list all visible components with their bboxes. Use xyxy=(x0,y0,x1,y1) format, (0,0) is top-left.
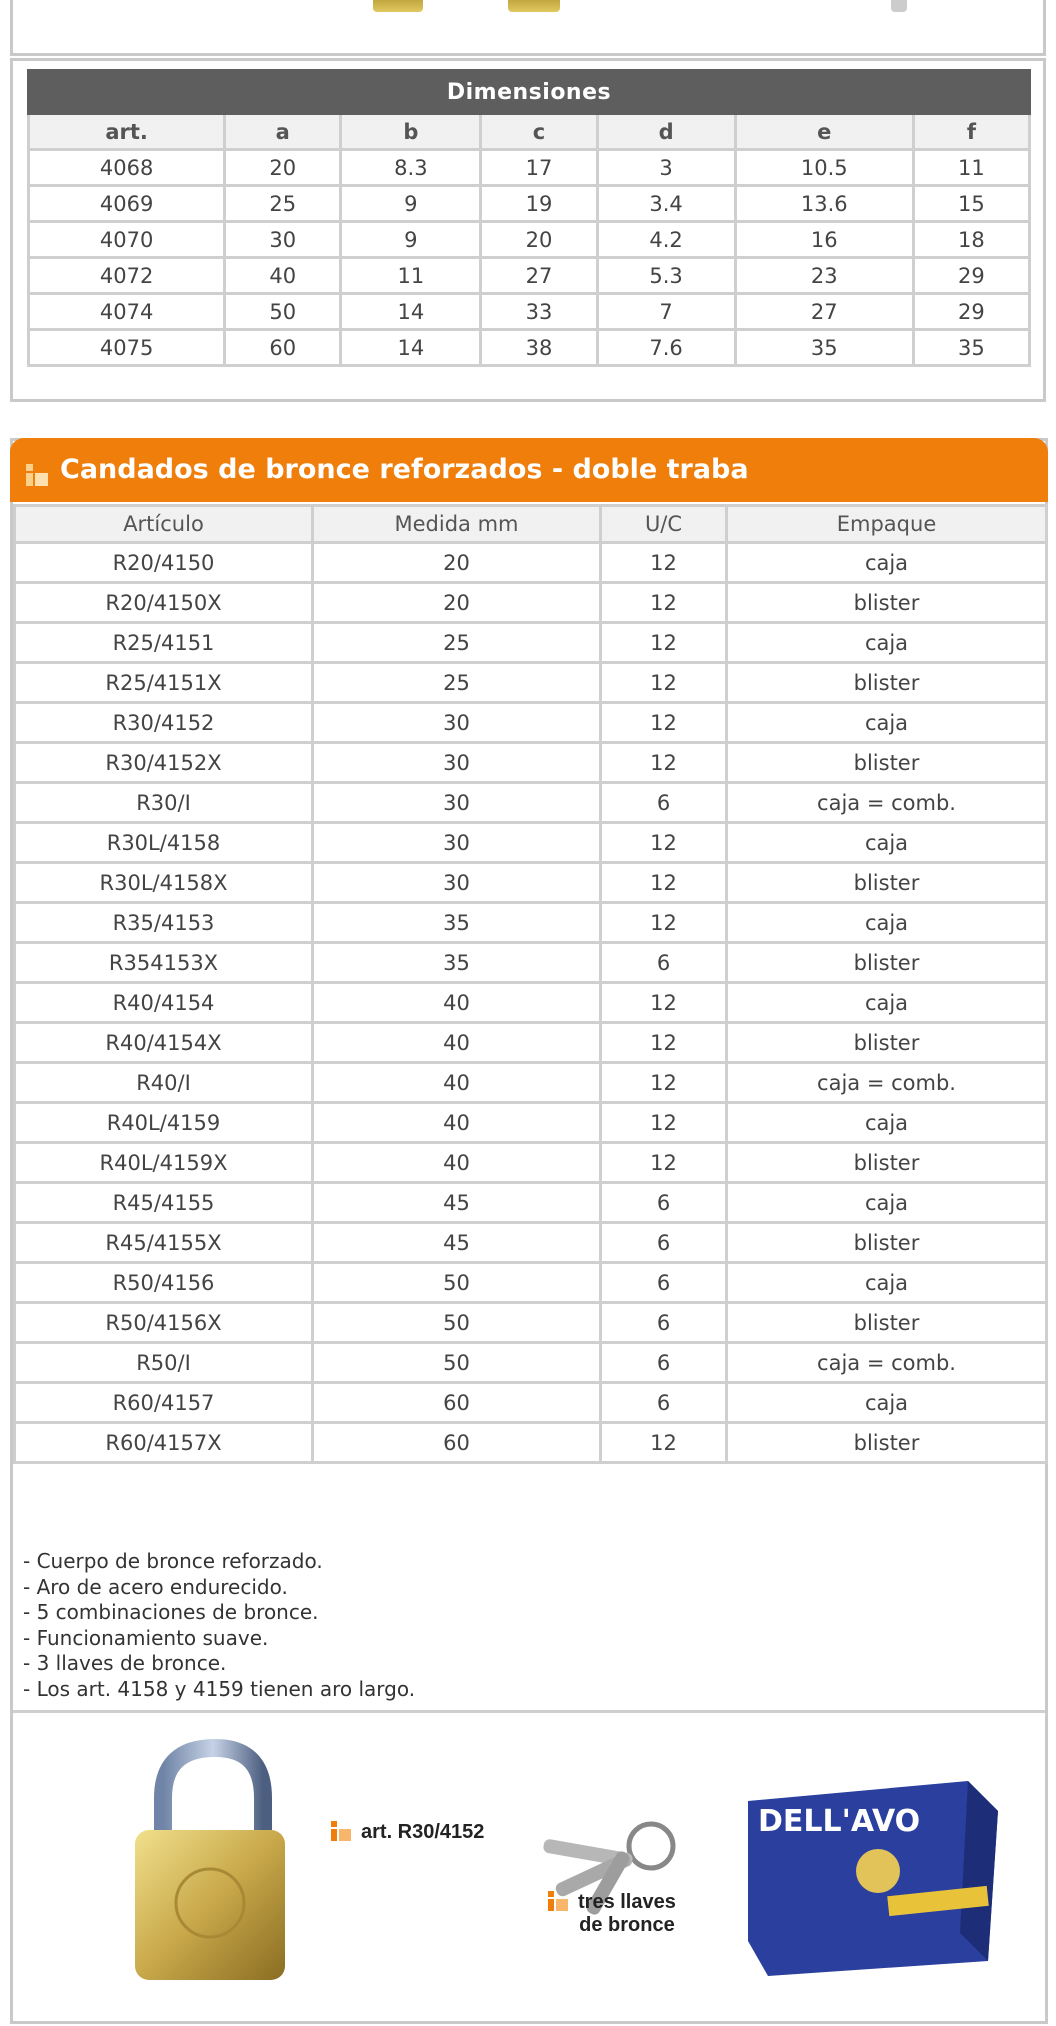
table-row xyxy=(15,1223,1047,1263)
table-cell: 60 xyxy=(313,1383,601,1423)
table-cell: R40L/4159X xyxy=(15,1143,313,1183)
padlock-image xyxy=(123,1738,293,1988)
table-cell: 9 xyxy=(341,222,481,258)
table-cell: 40 xyxy=(225,258,341,294)
table-cell: R20/4150 xyxy=(15,543,313,583)
table-cell: 29 xyxy=(913,258,1029,294)
table-cell: R30L/4158 xyxy=(15,823,313,863)
dimensions-caption: Dimensiones xyxy=(29,71,1030,114)
table-cell: R25/4151 xyxy=(15,623,313,663)
table-cell: R40L/4159 xyxy=(15,1103,313,1143)
table-cell: 3 xyxy=(597,150,735,186)
table-cell: 7 xyxy=(597,294,735,330)
table-cell: caja xyxy=(727,1183,1047,1223)
table-cell: caja xyxy=(727,623,1047,663)
table-cell: 11 xyxy=(913,150,1029,186)
table-cell: 40 xyxy=(313,1023,601,1063)
candados-col-header: Artículo xyxy=(15,506,313,543)
table-cell: caja xyxy=(727,543,1047,583)
table-cell: blister xyxy=(727,1423,1047,1463)
table-row xyxy=(15,1143,1047,1183)
table-cell: blister xyxy=(727,863,1047,903)
table-cell: R60/4157X xyxy=(15,1423,313,1463)
table-cell: 4.2 xyxy=(597,222,735,258)
table-cell: 20 xyxy=(481,222,597,258)
table-cell: 35 xyxy=(313,903,601,943)
dimensions-col-header: f xyxy=(913,114,1029,150)
table-cell: 5.3 xyxy=(597,258,735,294)
table-cell: 4068 xyxy=(29,150,225,186)
table-cell: 9 xyxy=(341,186,481,222)
note-line: - 3 llaves de bronce. xyxy=(23,1651,227,1675)
table-cell: R40/4154X xyxy=(15,1023,313,1063)
table-cell: 60 xyxy=(313,1423,601,1463)
candados-col-header: Medida mm xyxy=(313,506,601,543)
table-cell: R40/4154 xyxy=(15,983,313,1023)
table-cell: 30 xyxy=(313,823,601,863)
features-notes xyxy=(13,1541,1045,1713)
table-row xyxy=(15,863,1047,903)
table-row xyxy=(15,583,1047,623)
table-cell: R50/4156 xyxy=(15,1263,313,1303)
note-line: - Aro de acero endurecido. xyxy=(23,1574,288,1599)
table-cell: 40 xyxy=(313,1103,601,1143)
table-row xyxy=(15,1023,1047,1063)
product-thumb-mid xyxy=(508,0,560,12)
table-cell: R45/4155X xyxy=(15,1223,313,1263)
table-cell: R30/4152X xyxy=(15,743,313,783)
table-cell: 25 xyxy=(313,663,601,703)
table-cell: 7.6 xyxy=(597,330,735,366)
table-cell: 12 xyxy=(601,623,727,663)
table-cell: 12 xyxy=(601,903,727,943)
table-cell: 29 xyxy=(913,294,1029,330)
table-cell: 18 xyxy=(913,222,1029,258)
table-cell: caja = comb. xyxy=(727,783,1047,823)
table-cell: 38 xyxy=(481,330,597,366)
dimensions-col-header: a xyxy=(225,114,341,150)
orange-squares-icon xyxy=(548,1891,568,1911)
table-cell: 6 xyxy=(601,783,727,823)
table-cell: 3.4 xyxy=(597,186,735,222)
table-cell: blister xyxy=(727,1223,1047,1263)
table-row xyxy=(15,1383,1047,1423)
table-cell: 14 xyxy=(341,294,481,330)
product-images xyxy=(13,1716,1045,2026)
table-cell: 10.5 xyxy=(735,150,913,186)
table-cell: 6 xyxy=(601,1343,727,1383)
table-cell: R30/I xyxy=(15,783,313,823)
note-line: - Los art. 4158 y 4159 tienen aro largo. xyxy=(23,1676,416,1701)
table-cell: 50 xyxy=(225,294,341,330)
product-thumb-left xyxy=(373,0,423,12)
table-cell: R30/4152 xyxy=(15,703,313,743)
table-cell: R354153X xyxy=(15,943,313,983)
table-cell: 6 xyxy=(601,943,727,983)
table-cell: 50 xyxy=(313,1303,601,1343)
table-cell: caja xyxy=(727,983,1047,1023)
candados-col-header: Empaque xyxy=(727,506,1047,543)
table-cell: 6 xyxy=(601,1383,727,1423)
table-row xyxy=(15,1303,1047,1343)
candados-title: Candados de bronce reforzados - doble traba xyxy=(60,454,749,485)
table-cell: 25 xyxy=(225,186,341,222)
table-row xyxy=(29,150,1030,186)
table-cell: 35 xyxy=(313,943,601,983)
note-line: - 5 combinaciones de bronce. xyxy=(23,1600,319,1624)
dimensions-col-header: art. xyxy=(29,114,225,150)
dimensions-col-header: d xyxy=(597,114,735,150)
table-cell: blister xyxy=(727,1303,1047,1343)
product-thumb-right xyxy=(891,0,907,12)
table-cell: 35 xyxy=(913,330,1029,366)
candados-col-header: U/C xyxy=(601,506,727,543)
keys-label-line2: de bronce xyxy=(579,1914,675,1936)
table-cell: 6 xyxy=(601,1183,727,1223)
table-cell: R40/I xyxy=(15,1063,313,1103)
table-cell: 12 xyxy=(601,983,727,1023)
table-cell: 15 xyxy=(913,186,1029,222)
table-cell: R30L/4158X xyxy=(15,863,313,903)
table-row xyxy=(29,330,1030,366)
dimensions-col-header: c xyxy=(481,114,597,150)
table-row xyxy=(15,1423,1047,1463)
table-cell: blister xyxy=(727,583,1047,623)
table-cell: R20/4150X xyxy=(15,583,313,623)
table-cell: 4074 xyxy=(29,294,225,330)
table-cell: 20 xyxy=(313,583,601,623)
table-cell: 30 xyxy=(313,703,601,743)
table-cell: blister xyxy=(727,1143,1047,1183)
table-row xyxy=(15,903,1047,943)
box-brand-text: DELL'AVO xyxy=(758,1804,921,1839)
table-cell: R45/4155 xyxy=(15,1183,313,1223)
table-cell: 12 xyxy=(601,863,727,903)
table-cell: blister xyxy=(727,663,1047,703)
packaging-box-image xyxy=(738,1771,1008,1981)
note-line: - Cuerpo de bronce reforzado. xyxy=(23,1549,323,1573)
table-row xyxy=(15,823,1047,863)
table-cell: R50/4156X xyxy=(15,1303,313,1343)
table-row xyxy=(15,1103,1047,1143)
table-cell: R50/I xyxy=(15,1343,313,1383)
dimensions-col-header: b xyxy=(341,114,481,150)
table-row xyxy=(15,1063,1047,1103)
candados-header-row xyxy=(15,506,1047,543)
table-cell: 4070 xyxy=(29,222,225,258)
table-row xyxy=(15,1343,1047,1383)
table-cell: 60 xyxy=(225,330,341,366)
orange-squares-icon xyxy=(331,1821,351,1841)
table-cell: 12 xyxy=(601,1423,727,1463)
table-cell: 4069 xyxy=(29,186,225,222)
top-image-strip xyxy=(10,0,1046,56)
table-cell: 6 xyxy=(601,1223,727,1263)
table-cell: 19 xyxy=(481,186,597,222)
table-cell: 27 xyxy=(481,258,597,294)
table-cell: 13.6 xyxy=(735,186,913,222)
table-cell: 11 xyxy=(341,258,481,294)
table-cell: 23 xyxy=(735,258,913,294)
table-row xyxy=(29,294,1030,330)
table-cell: 14 xyxy=(341,330,481,366)
note-line: - Funcionamiento suave. xyxy=(23,1625,269,1650)
table-cell: 25 xyxy=(313,623,601,663)
table-cell: caja xyxy=(727,703,1047,743)
table-cell: 12 xyxy=(601,663,727,703)
table-cell: 30 xyxy=(313,783,601,823)
table-cell: 12 xyxy=(601,703,727,743)
dimensions-panel xyxy=(10,58,1046,402)
table-row xyxy=(15,943,1047,983)
table-row xyxy=(15,783,1047,823)
table-cell: 20 xyxy=(313,543,601,583)
keys-label xyxy=(578,1891,676,1937)
dimensions-col-header: e xyxy=(735,114,913,150)
table-cell: 40 xyxy=(313,983,601,1023)
table-cell: caja xyxy=(727,1263,1047,1303)
table-cell: blister xyxy=(727,743,1047,783)
padlock-label xyxy=(361,1821,484,1844)
table-row xyxy=(15,1263,1047,1303)
table-cell: 40 xyxy=(313,1143,601,1183)
table-cell: 12 xyxy=(601,1023,727,1063)
candados-header xyxy=(10,438,1048,502)
table-cell: 30 xyxy=(313,863,601,903)
table-cell: 40 xyxy=(313,1063,601,1103)
table-row xyxy=(15,1183,1047,1223)
table-cell: 12 xyxy=(601,583,727,623)
table-cell: 50 xyxy=(313,1263,601,1303)
candados-panel xyxy=(10,438,1048,2024)
keys-label-line1: tres llaves xyxy=(578,1891,676,1913)
table-cell: R35/4153 xyxy=(15,903,313,943)
table-cell: 30 xyxy=(313,743,601,783)
table-cell: caja = comb. xyxy=(727,1063,1047,1103)
table-cell: caja = comb. xyxy=(727,1343,1047,1383)
table-row xyxy=(15,983,1047,1023)
table-cell: 17 xyxy=(481,150,597,186)
table-cell: 45 xyxy=(313,1223,601,1263)
table-cell: 27 xyxy=(735,294,913,330)
table-cell: 12 xyxy=(601,823,727,863)
table-row xyxy=(15,623,1047,663)
table-cell: blister xyxy=(727,943,1047,983)
table-cell: 6 xyxy=(601,1303,727,1343)
table-cell: R25/4151X xyxy=(15,663,313,703)
table-cell: 35 xyxy=(735,330,913,366)
table-cell: caja xyxy=(727,823,1047,863)
table-cell: 12 xyxy=(601,543,727,583)
table-cell: R60/4157 xyxy=(15,1383,313,1423)
padlock-label-text: art. R30/4152 xyxy=(361,1821,485,1843)
table-cell: 20 xyxy=(225,150,341,186)
table-row xyxy=(29,186,1030,222)
table-row xyxy=(29,222,1030,258)
table-row xyxy=(15,743,1047,783)
table-cell: 16 xyxy=(735,222,913,258)
table-cell: 50 xyxy=(313,1343,601,1383)
table-cell: 8.3 xyxy=(341,150,481,186)
table-cell: 12 xyxy=(601,1103,727,1143)
table-cell: 33 xyxy=(481,294,597,330)
table-cell: 30 xyxy=(225,222,341,258)
table-row xyxy=(29,258,1030,294)
table-row xyxy=(15,663,1047,703)
table-row xyxy=(15,543,1047,583)
candados-table xyxy=(13,504,1048,1464)
dimensions-header-row xyxy=(29,114,1030,150)
table-cell: 4072 xyxy=(29,258,225,294)
table-row xyxy=(15,703,1047,743)
table-cell: 12 xyxy=(601,1143,727,1183)
table-cell: caja xyxy=(727,903,1047,943)
table-cell: 45 xyxy=(313,1183,601,1223)
table-cell: 4075 xyxy=(29,330,225,366)
table-cell: caja xyxy=(727,1383,1047,1423)
dimensions-table xyxy=(27,69,1031,367)
table-cell: 12 xyxy=(601,743,727,783)
table-cell: 12 xyxy=(601,1063,727,1103)
table-cell: blister xyxy=(727,1023,1047,1063)
table-cell: 6 xyxy=(601,1263,727,1303)
table-cell: caja xyxy=(727,1103,1047,1143)
orange-squares-icon xyxy=(26,464,48,486)
